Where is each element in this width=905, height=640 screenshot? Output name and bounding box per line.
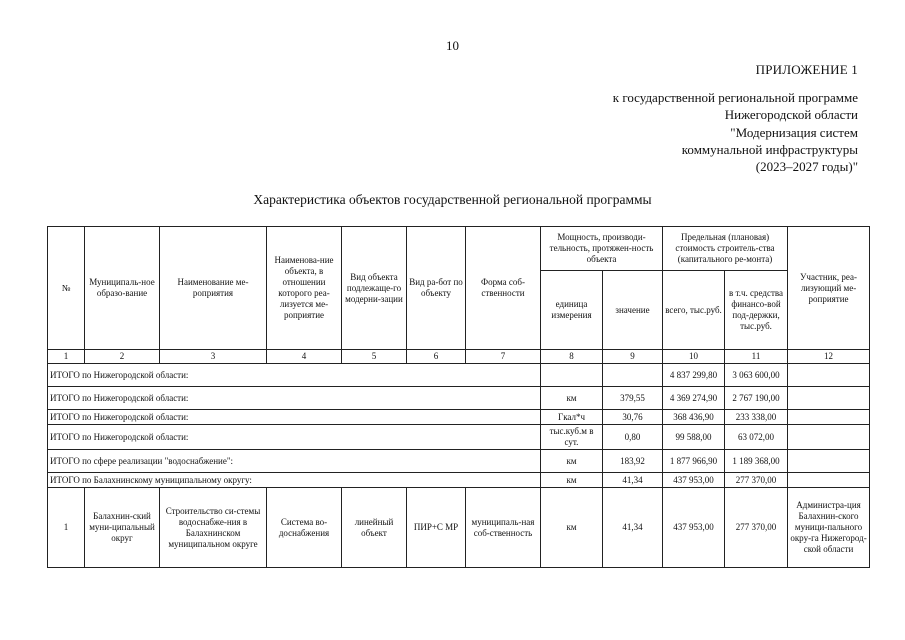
header-row — [48, 227, 870, 271]
total-support: 233 338,00 — [725, 410, 788, 425]
row-ownership: муниципаль-ная соб-ственность — [466, 488, 541, 568]
total-cost: 1 877 966,90 — [663, 450, 725, 473]
header-num: № — [48, 227, 85, 350]
total-label: ИТОГО по Нижегородской области: — [48, 425, 541, 450]
row-total: 437 953,00 — [663, 488, 725, 568]
table-row — [48, 488, 870, 568]
total-cost: 4 369 274,90 — [663, 387, 725, 410]
total-label: ИТОГО по Балахнинскому муниципальному округу: — [48, 473, 541, 488]
subtitle-line: к государственной региональной программе — [612, 90, 858, 105]
header-cost-group: Предельная (плановая) стоимость строитель-ства (капитального ре-монта) — [663, 227, 788, 271]
header-capacity-group: Мощность, производи-тельность, протяжен-ность объекта — [541, 227, 663, 271]
row-support: 277 370,00 — [725, 488, 788, 568]
column-numbers-row — [48, 350, 870, 364]
subtitle-line: коммунальной инфраструктуры — [681, 141, 858, 157]
column-number: 11 — [725, 350, 788, 364]
header-event-name: Наименование ме-роприятия — [160, 227, 267, 350]
total-cost: 99 588,00 — [663, 425, 725, 450]
total-row — [48, 364, 870, 387]
document-title: Характеристика объектов государственной региональной программы — [253, 192, 652, 207]
row-value: 41,34 — [603, 488, 663, 568]
total-label: ИТОГО по сфере реализации "водоснабжение": — [48, 450, 541, 473]
row-event-name: Строительство си-стемы водоснабже-ния в Балахнинском муниципальном округе — [160, 488, 267, 568]
subtitle-line: (2023–2027 годы)" — [755, 159, 858, 175]
total-participant — [788, 425, 870, 450]
total-cost: 368 436,90 — [663, 410, 725, 425]
total-value: 0,80 — [603, 425, 663, 450]
total-unit: Гкал*ч — [541, 410, 603, 425]
total-support: 3 063 600,00 — [725, 364, 788, 387]
appendix-subtitle — [613, 89, 858, 175]
row-municipality: Балахнин-ский муни-ципальный округ — [85, 488, 160, 568]
total-unit — [541, 364, 603, 387]
total-value — [603, 364, 663, 387]
header-participant: Участник, реа-лизующий ме-роприятие — [788, 227, 870, 350]
row-unit: км — [541, 488, 603, 568]
column-number: 5 — [342, 350, 407, 364]
total-unit: км — [541, 387, 603, 410]
subtitle-line: Нижегородской области — [724, 107, 858, 123]
total-label: ИТОГО по Нижегородской области: — [48, 387, 541, 410]
page-number: 10 — [446, 38, 459, 53]
total-row — [48, 450, 870, 473]
row-participant: Администра-ция Балахнин-ского муници-пального окру-га Нижегород-ской области — [788, 488, 870, 568]
column-number: 2 — [85, 350, 160, 364]
column-number: 6 — [407, 350, 466, 364]
row-work-type: ПИР+С МР — [407, 488, 466, 568]
header-object-type: Вид объекта подлежаще-го модерни-зации — [342, 227, 407, 350]
header-object-name: Наименова-ние объекта, в отношении которого реа-лизуется ме-роприятие — [267, 227, 342, 350]
total-value: 41,34 — [603, 473, 663, 488]
column-number: 9 — [603, 350, 663, 364]
subtitle-line: "Модернизация систем — [730, 124, 858, 140]
total-row — [48, 387, 870, 410]
header-work-type: Вид ра-бот по объекту — [407, 227, 466, 350]
header-value: значение — [603, 271, 663, 350]
column-number: 12 — [788, 350, 870, 364]
total-unit: тыс.куб.м в сут. — [541, 425, 603, 450]
appendix-heading: ПРИЛОЖЕНИЕ 1 — [755, 62, 858, 77]
total-participant — [788, 364, 870, 387]
total-unit: км — [541, 473, 603, 488]
total-support: 1 189 368,00 — [725, 450, 788, 473]
row-object-name: Система во-доснабжения — [267, 488, 342, 568]
total-value: 183,92 — [603, 450, 663, 473]
total-cost: 437 953,00 — [663, 473, 725, 488]
objects-table — [47, 226, 870, 568]
total-support: 2 767 190,00 — [725, 387, 788, 410]
total-support: 277 370,00 — [725, 473, 788, 488]
total-participant — [788, 387, 870, 410]
total-row — [48, 410, 870, 425]
column-number: 10 — [663, 350, 725, 364]
total-cost: 4 837 299,80 — [663, 364, 725, 387]
total-row — [48, 425, 870, 450]
total-value: 30,76 — [603, 410, 663, 425]
total-participant — [788, 410, 870, 425]
total-unit: км — [541, 450, 603, 473]
row-object-type: линейный объект — [342, 488, 407, 568]
column-number: 7 — [466, 350, 541, 364]
total-value: 379,55 — [603, 387, 663, 410]
column-number: 3 — [160, 350, 267, 364]
row-num: 1 — [48, 488, 85, 568]
header-ownership: Форма соб-ственности — [466, 227, 541, 350]
total-row — [48, 473, 870, 488]
column-number: 1 — [48, 350, 85, 364]
header-unit: единица измерения — [541, 271, 603, 350]
total-label: ИТОГО по Нижегородской области: — [48, 364, 541, 387]
total-participant — [788, 473, 870, 488]
column-number: 8 — [541, 350, 603, 364]
total-label: ИТОГО по Нижегородской области: — [48, 410, 541, 425]
column-number: 4 — [267, 350, 342, 364]
header-incl: в т.ч. средства финансо-вой под-держки, тыс.руб. — [725, 271, 788, 350]
header-municipality: Муниципаль-ное образо-вание — [85, 227, 160, 350]
total-support: 63 072,00 — [725, 425, 788, 450]
header-total: всего, тыс.руб. — [663, 271, 725, 350]
total-participant — [788, 450, 870, 473]
